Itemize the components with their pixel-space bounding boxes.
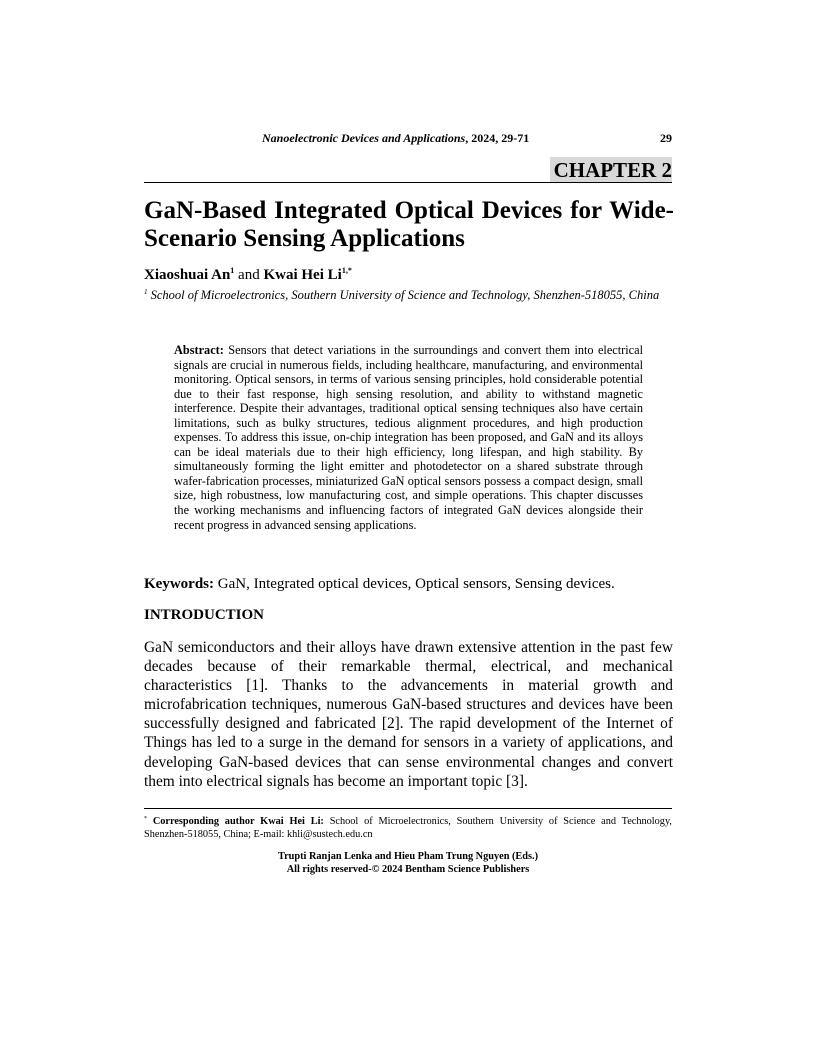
footnote (144, 813, 672, 842)
journal-details: , 2024, 29-71 (465, 131, 530, 145)
editors-line: Trupti Ranjan Lenka and Hieu Pham Trung Nguyen (Eds.) (277, 851, 539, 862)
section-heading: INTRODUCTION (144, 607, 265, 623)
author-affiliation-mark: 1,* (341, 266, 352, 275)
body-paragraph: GaN semiconductors and their alloys have drawn extensive attention in the past few decades because of their remarkable thermal, electrical, and mechanical characteristics [1]. Thanks to the advancements in material growth and microfabrication techniques, numerous GaN-based structures and devices have been successfully designed and fabricated [2]. The rapid development of the Internet of Things has led to a surge in the demand for sensors in a variety of applications, and developing GaN-based devices that can sense environmental changes and convert them into electrical signals has become an important topic [3]. (144, 639, 673, 790)
author-list (144, 262, 352, 284)
author-connector: and (234, 267, 264, 283)
footnote-mark: * (144, 816, 147, 822)
affiliation-text: School of Microelectronics, Southern University of Science and Technology, Shenzhen-518055, China (147, 288, 660, 302)
page-footer (144, 851, 672, 876)
author-name: Xiaoshuai An (144, 267, 231, 283)
chapter-label: CHAPTER 2 (550, 157, 672, 182)
abstract-label: Abstract: (174, 343, 224, 357)
page-number: 29 (660, 131, 672, 145)
chapter-divider (144, 182, 672, 183)
keywords (144, 575, 672, 593)
author-name: Kwai Hei Li (263, 267, 342, 283)
chapter-title: GaN-Based Integrated Optical Devices for Wide-Scenario Sensing Applications (144, 197, 674, 252)
rights-line: All rights reserved-© 2024 Bentham Science Publishers (286, 863, 530, 875)
affiliation (144, 285, 672, 304)
affiliation-mark: 1 (144, 288, 148, 296)
running-header (144, 131, 672, 147)
keywords-text: GaN, Integrated optical devices, Optical sensors, Sensing devices. (214, 576, 615, 592)
footnote-text: School of Microelectronics, Southern University of Science and Technology, Shenzhen-518055, China; E-mail: khli@sustech.edu.cn (144, 816, 673, 840)
keywords-label: Keywords: (144, 576, 214, 592)
footnote-divider (144, 808, 672, 809)
abstract-text: Sensors that detect variations in the surroundings and convert them into electrical signals are crucial in numerous fields, including healthcare, manufacturing, and environmental monitoring. Optical sensors, in terms of various sensing principles, hold considerable potential due to their fast response, high sensing resolution, and ability to withstand magnetic interference. Despite their advantages, traditional optical sensing techniques also have certain limitations, such as bulky structures, tedious alignment procedures, and high production expenses. To address this issue, on-chip integration has been proposed, and GaN and its alloys can be ideal materials due to their high efficiency, long lifespan, and high stability. By simultaneously forming the light emitter and photodetector on a shared substrate through wafer-fabrication processes, miniaturized GaN optical sensors possess a compact design, small size, high robustness, low manufacturing cost, and simple operations. This chapter discusses the working mechanisms and influencing factors of integrated GaN devices alongside their recent progress in advanced sensing applications. (174, 343, 643, 532)
journal-title: Nanoelectronic Devices and Applications (262, 131, 466, 145)
footnote-label: Corresponding author Kwai Hei Li: (147, 816, 324, 827)
abstract (174, 343, 643, 532)
author-affiliation-mark: 1 (230, 266, 235, 275)
journal-citation (262, 131, 529, 146)
